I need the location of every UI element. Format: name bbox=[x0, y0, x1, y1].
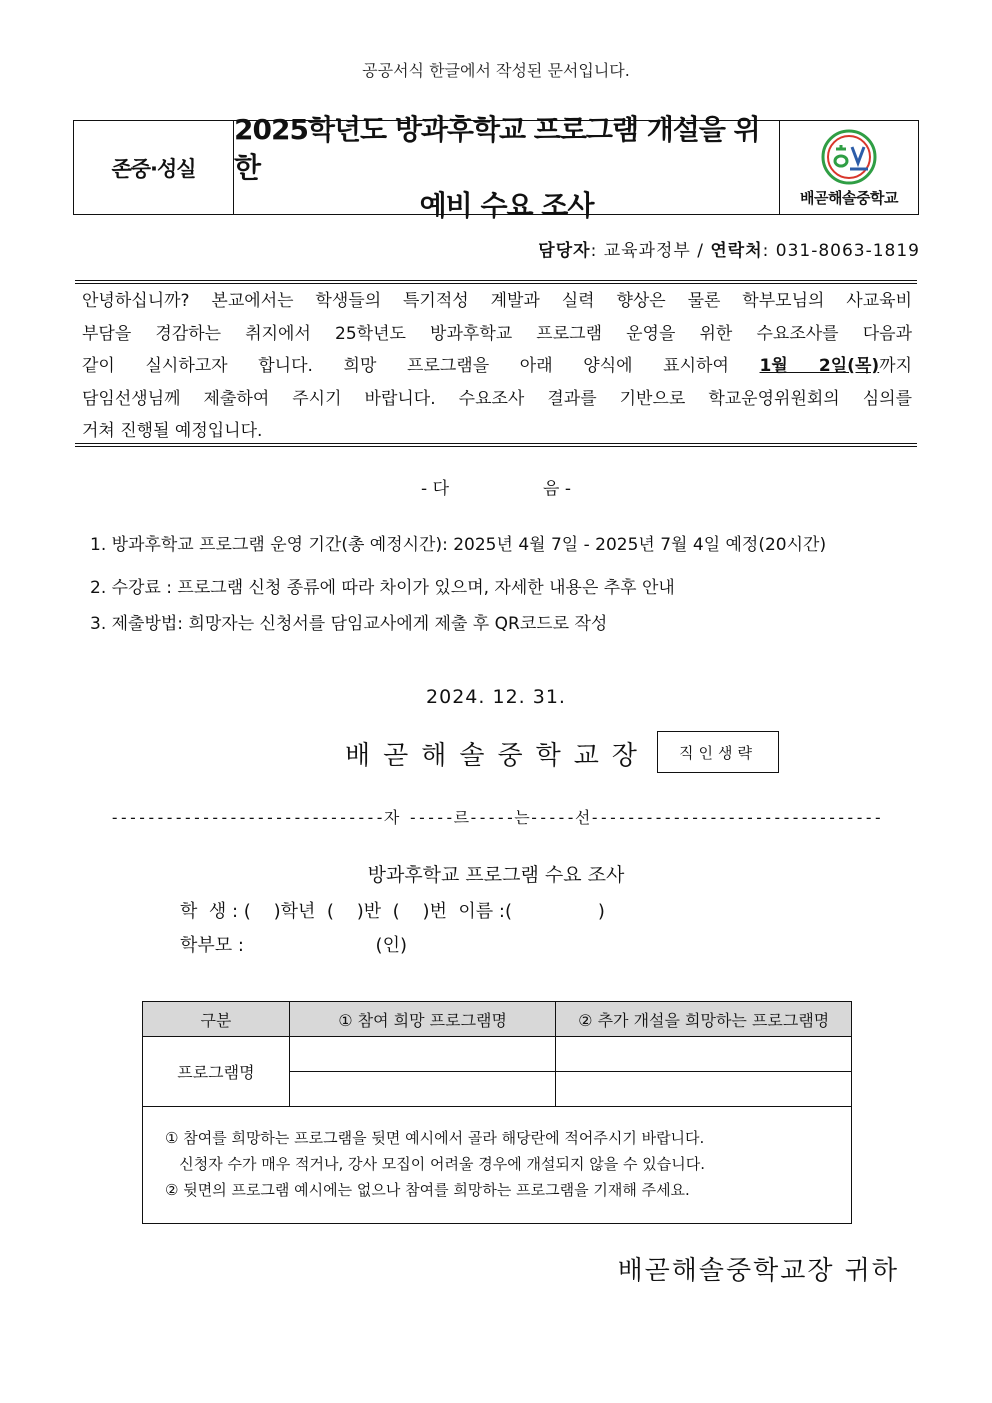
table-header: 구분 bbox=[143, 1002, 290, 1037]
document-title bbox=[234, 112, 780, 222]
school-emblem-icon bbox=[814, 127, 884, 187]
notice-item-fee: 2. 수강료 : 프로그램 신청 종류에 따라 차이가 있으며, 자세한 내용은 추후 안내 bbox=[90, 578, 675, 598]
intro-bottom-rule bbox=[75, 443, 917, 447]
intro-line: 같이 실시하고자 합니다. 희망 프로그램을 아래 양식에 표시하여 1월 2일(목)까지 bbox=[82, 356, 912, 376]
title-line-2: 예비 수요 조사 bbox=[419, 188, 594, 222]
phone-label: 연락처 bbox=[710, 241, 763, 261]
program-request-cell[interactable] bbox=[556, 1072, 852, 1107]
phone-value: : 031-8063-1819 bbox=[762, 241, 920, 261]
note-line: 신청자 수가 매우 적거나, 강사 모집이 어려울 경우에 개설되지 않을 수 있습니다. bbox=[165, 1155, 705, 1173]
school-logo bbox=[780, 121, 918, 214]
intro-line: 거쳐 진행될 예정입니다. bbox=[82, 421, 263, 441]
school-motto: 존중·성실 bbox=[74, 121, 234, 214]
parent-signature-line: 학부모 : (인) bbox=[180, 935, 407, 956]
intro-line: 부담을 경감하는 취지에서 25학년도 방과후학교 프로그램 운영을 위한 수요조사를 다음과 bbox=[82, 323, 912, 344]
table-header: ② 추가 개설을 희망하는 프로그램명 bbox=[556, 1002, 852, 1037]
deadline-date: 1월 2일(목) bbox=[759, 356, 880, 376]
document-source-note: 공공서식 한글에서 작성된 문서입니다. bbox=[362, 61, 630, 80]
table-header: ① 참여 희망 프로그램명 bbox=[289, 1002, 556, 1037]
intro-top-rule bbox=[75, 280, 917, 284]
student-info-line: 학 생 : ( )학년 ( )반 ( )번 이름 :( ) bbox=[180, 901, 605, 922]
program-choice-cell[interactable] bbox=[289, 1072, 556, 1107]
manager-label: 담당자 bbox=[538, 241, 591, 261]
issue-date: 2024. 12. 31. bbox=[426, 686, 566, 708]
cut-line: ------------------------------자 -----르-----는-----선-------------------------------- bbox=[109, 808, 883, 827]
manager-value: : 교육과정부 / bbox=[590, 241, 711, 261]
survey-table bbox=[142, 1001, 852, 1224]
principal-signature: 배곧해솔중학교장 bbox=[345, 741, 650, 771]
intro-line: 담임선생님께 제출하여 주시기 바랍니다. 수요조사 결과를 기반으로 학교운영위원회의 심의를 bbox=[82, 388, 912, 409]
program-request-cell[interactable] bbox=[556, 1037, 852, 1072]
table-notes bbox=[143, 1107, 852, 1224]
logo-school-name: 배곧해솔중학교 bbox=[800, 189, 898, 207]
notice-item-period: 1. 방과후학교 프로그램 운영 기간(총 예정시간): 2025년 4월 7일 - 2025년 7월 4일 예정(20시간) bbox=[90, 535, 827, 555]
intro-paragraph bbox=[82, 285, 912, 448]
row-label-program: 프로그램명 bbox=[143, 1037, 290, 1107]
notice-item-submission: 3. 제출방법: 희망자는 신청서를 담임교사에게 제출 후 QR코드로 작성 bbox=[90, 614, 608, 634]
contact-info bbox=[538, 236, 920, 261]
seal-omitted-box: 직인생략 bbox=[657, 731, 779, 773]
program-choice-cell[interactable] bbox=[289, 1037, 556, 1072]
closing-addressee: 배곧해솔중학교장 귀하 bbox=[617, 1256, 899, 1286]
note-line: ① 참여를 희망하는 프로그램을 뒷면 예시에서 골라 해당란에 적어주시기 바랍니다. bbox=[165, 1129, 705, 1147]
survey-title: 방과후학교 프로그램 수요 조사 bbox=[367, 864, 625, 886]
note-line: ② 뒷면의 프로그램 예시에는 없으나 참여를 희망하는 프로그램을 기재해 주세요. bbox=[165, 1181, 690, 1199]
intro-line: 안녕하십니까? 본교에서는 학생들의 특기적성 계발과 실력 향상은 물론 학부모님의 사교육비 bbox=[82, 291, 912, 311]
title-line-1: 2025학년도 방과후학교 프로그램 개설을 위한 bbox=[234, 112, 760, 184]
document-header bbox=[73, 112, 919, 222]
section-heading-daeum: - 다 음 - bbox=[421, 479, 571, 499]
